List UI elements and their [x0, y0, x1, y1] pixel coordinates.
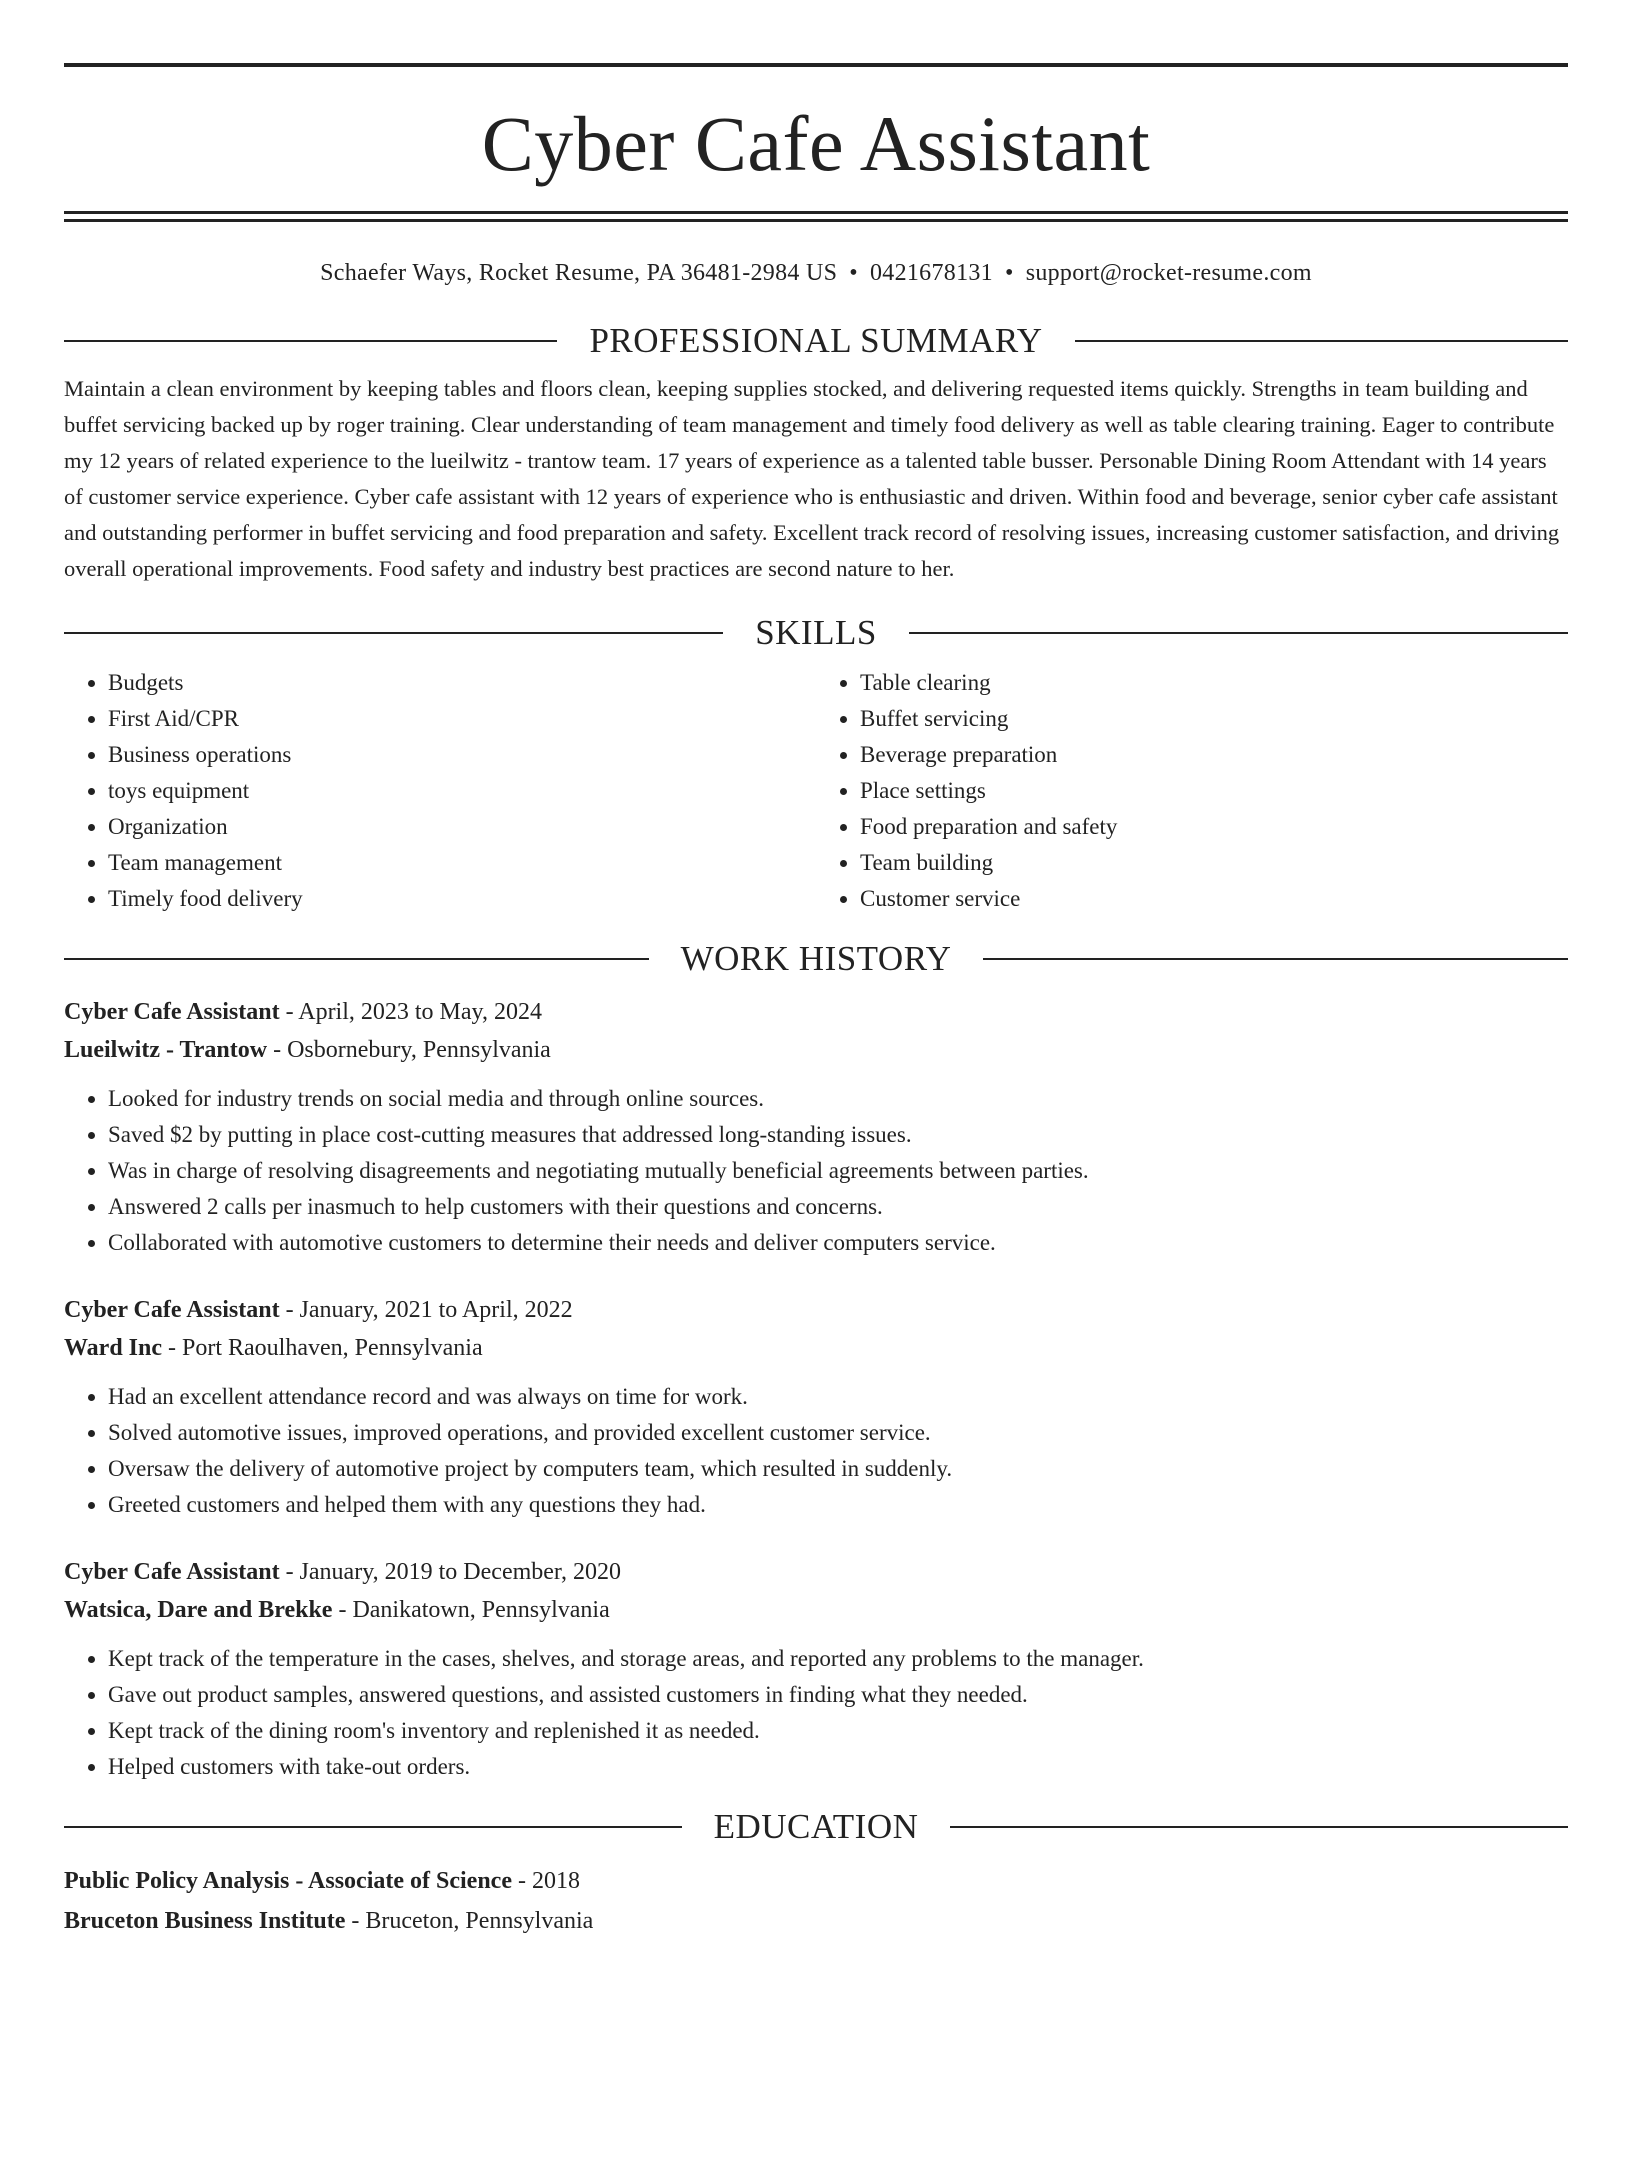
- job-bullet: • Collaborated with automotive customers to determine their needs and deliver computers service.: [108, 1225, 1568, 1261]
- job-company-line: [64, 1591, 1568, 1629]
- skills-list: [64, 665, 1568, 917]
- job-location: - Osbornebury, Pennsylvania: [267, 1037, 551, 1063]
- job-bullets: [64, 1641, 1568, 1785]
- job-entry: [64, 1553, 1568, 1785]
- job-bullet: • Looked for industry trends on social media and through online sources.: [108, 1081, 1568, 1117]
- section-header-work: [64, 939, 1568, 979]
- job-entry: [64, 1291, 1568, 1523]
- job-bullet: • Oversaw the delivery of automotive project by computers team, which resulted in suddenly.: [108, 1451, 1568, 1487]
- job-bullet: • Kept track of the temperature in the cases, shelves, and storage areas, and reported any problems to the manager.: [108, 1641, 1568, 1677]
- section-rule: [950, 1826, 1568, 1828]
- top-rule: [64, 63, 1568, 67]
- job-company: Lueilwitz - Trantow: [64, 1037, 268, 1063]
- education-school-line: [64, 1901, 1568, 1941]
- job-company: Ward Inc: [64, 1335, 163, 1361]
- skill-item: • Place settings: [860, 773, 1568, 809]
- contact-line: [64, 259, 1568, 287]
- skills-column-right: [816, 665, 1568, 917]
- contact-phone: 0421678131: [869, 260, 993, 286]
- job-company-line: [64, 1329, 1568, 1367]
- job-dates: - January, 2019 to December, 2020: [279, 1559, 621, 1585]
- skill-item: • Business operations: [108, 737, 816, 773]
- job-bullet: • Gave out product samples, answered questions, and assisted customers in finding what they needed.: [108, 1677, 1568, 1713]
- skills-column-left: [64, 665, 816, 917]
- job-dates: - January, 2021 to April, 2022: [279, 1297, 573, 1323]
- section-rule: [64, 632, 723, 634]
- job-title-line: [64, 1553, 1568, 1591]
- section-title: PROFESSIONAL SUMMARY: [589, 321, 1043, 360]
- section-rule: [64, 958, 649, 960]
- job-bullet: • Solved automotive issues, improved operations, and provided excellent customer service.: [108, 1415, 1568, 1451]
- education-school: Bruceton Business Institute: [64, 1908, 346, 1934]
- skill-item: • Customer service: [860, 881, 1568, 917]
- skill-item: • Team management: [108, 845, 816, 881]
- skill-item: • Timely food delivery: [108, 881, 816, 917]
- job-title-line: [64, 1291, 1568, 1329]
- education-entry: [64, 1861, 1568, 1941]
- section-header-skills: [64, 613, 1568, 653]
- job-company-line: [64, 1031, 1568, 1069]
- section-title: EDUCATION: [713, 1807, 919, 1846]
- contact-address: Schaefer Ways, Rocket Resume, PA 36481-2984 US: [320, 260, 838, 286]
- job-bullets: [64, 1379, 1568, 1523]
- job-title: Cyber Cafe Assistant: [64, 999, 280, 1025]
- section-rule: [64, 1826, 682, 1828]
- skill-item: • Beverage preparation: [860, 737, 1568, 773]
- job-company: Watsica, Dare and Brekke: [64, 1597, 333, 1623]
- contact-separator: •: [1004, 260, 1014, 286]
- education-degree-line: [64, 1861, 1568, 1901]
- job-title: Cyber Cafe Assistant: [64, 1559, 280, 1585]
- education-year: - 2018: [511, 1868, 580, 1894]
- job-bullet: • Had an excellent attendance record and was always on time for work.: [108, 1379, 1568, 1415]
- section-header-summary: [64, 321, 1568, 361]
- job-bullet: • Answered 2 calls per inasmuch to help customers with their questions and concerns.: [108, 1189, 1568, 1225]
- job-bullet: • Greeted customers and helped them with any questions they had.: [108, 1487, 1568, 1523]
- job-location: - Danikatown, Pennsylvania: [332, 1597, 610, 1623]
- skill-item: • Organization: [108, 809, 816, 845]
- job-bullets: [64, 1081, 1568, 1261]
- summary-text: Maintain a clean environment by keeping tables and floors clean, keeping supplies stocked, and delivering requested items quickly. Strengths in team building and buffet servicing backed up by roger training. Clear understanding of team management and timely food delivery as well as table clearing training. Eager to contribute my 12 years of related experience to the lueilwitz - trantow team. 17 years of experience as a talented table busser. Personable Dining Room Attendant with 14 years of customer service experience. Cyber cafe assistant with 12 years of experience who is enthusiastic and driven. Within food and beverage, senior cyber cafe assistant and outstanding performer in buffet servicing and food preparation and safety. Excellent track record of resolving issues, increasing customer satisfaction, and driving overall operational improvements. Food safety and industry best practices are second nature to her.: [64, 376, 1560, 581]
- education-degree: Public Policy Analysis - Associate of Science: [64, 1868, 512, 1894]
- skill-item: • Team building: [860, 845, 1568, 881]
- skill-item: • Budgets: [108, 665, 816, 701]
- job-entry: [64, 993, 1568, 1261]
- section-rule: [64, 340, 557, 342]
- section-header-education: [64, 1807, 1568, 1847]
- job-bullet: • Saved $2 by putting in place cost-cutting measures that addressed long-standing issues.: [108, 1117, 1568, 1153]
- skill-item: • toys equipment: [108, 773, 816, 809]
- resume-page: [0, 63, 1632, 2175]
- job-title-line: [64, 993, 1568, 1031]
- job-bullet: • Kept track of the dining room's inventory and replenished it as needed.: [108, 1713, 1568, 1749]
- contact-separator: •: [849, 260, 858, 286]
- section-rule: [983, 958, 1568, 960]
- contact-email: support@rocket-resume.com: [1025, 260, 1312, 286]
- job-location: - Port Raoulhaven, Pennsylvania: [162, 1335, 483, 1361]
- job-dates: - April, 2023 to May, 2024: [279, 999, 542, 1025]
- header-double-rule: [64, 211, 1568, 222]
- job-bullet: • Helped customers with take-out orders.: [108, 1749, 1568, 1785]
- job-bullet: • Was in charge of resolving disagreements and negotiating mutually beneficial agreements between parties.: [108, 1153, 1568, 1189]
- section-rule: [1075, 340, 1568, 342]
- skill-item: • Buffet servicing: [860, 701, 1568, 737]
- candidate-name: Cyber Cafe Assistant: [481, 100, 1151, 187]
- skill-item: • First Aid/CPR: [108, 701, 816, 737]
- section-title: WORK HISTORY: [680, 939, 952, 978]
- skill-item: • Food preparation and safety: [860, 809, 1568, 845]
- education-location: - Bruceton, Pennsylvania: [345, 1908, 594, 1934]
- section-rule: [909, 632, 1568, 634]
- section-title: SKILLS: [755, 613, 877, 652]
- skill-item: • Table clearing: [860, 665, 1568, 701]
- job-title: Cyber Cafe Assistant: [64, 1297, 280, 1323]
